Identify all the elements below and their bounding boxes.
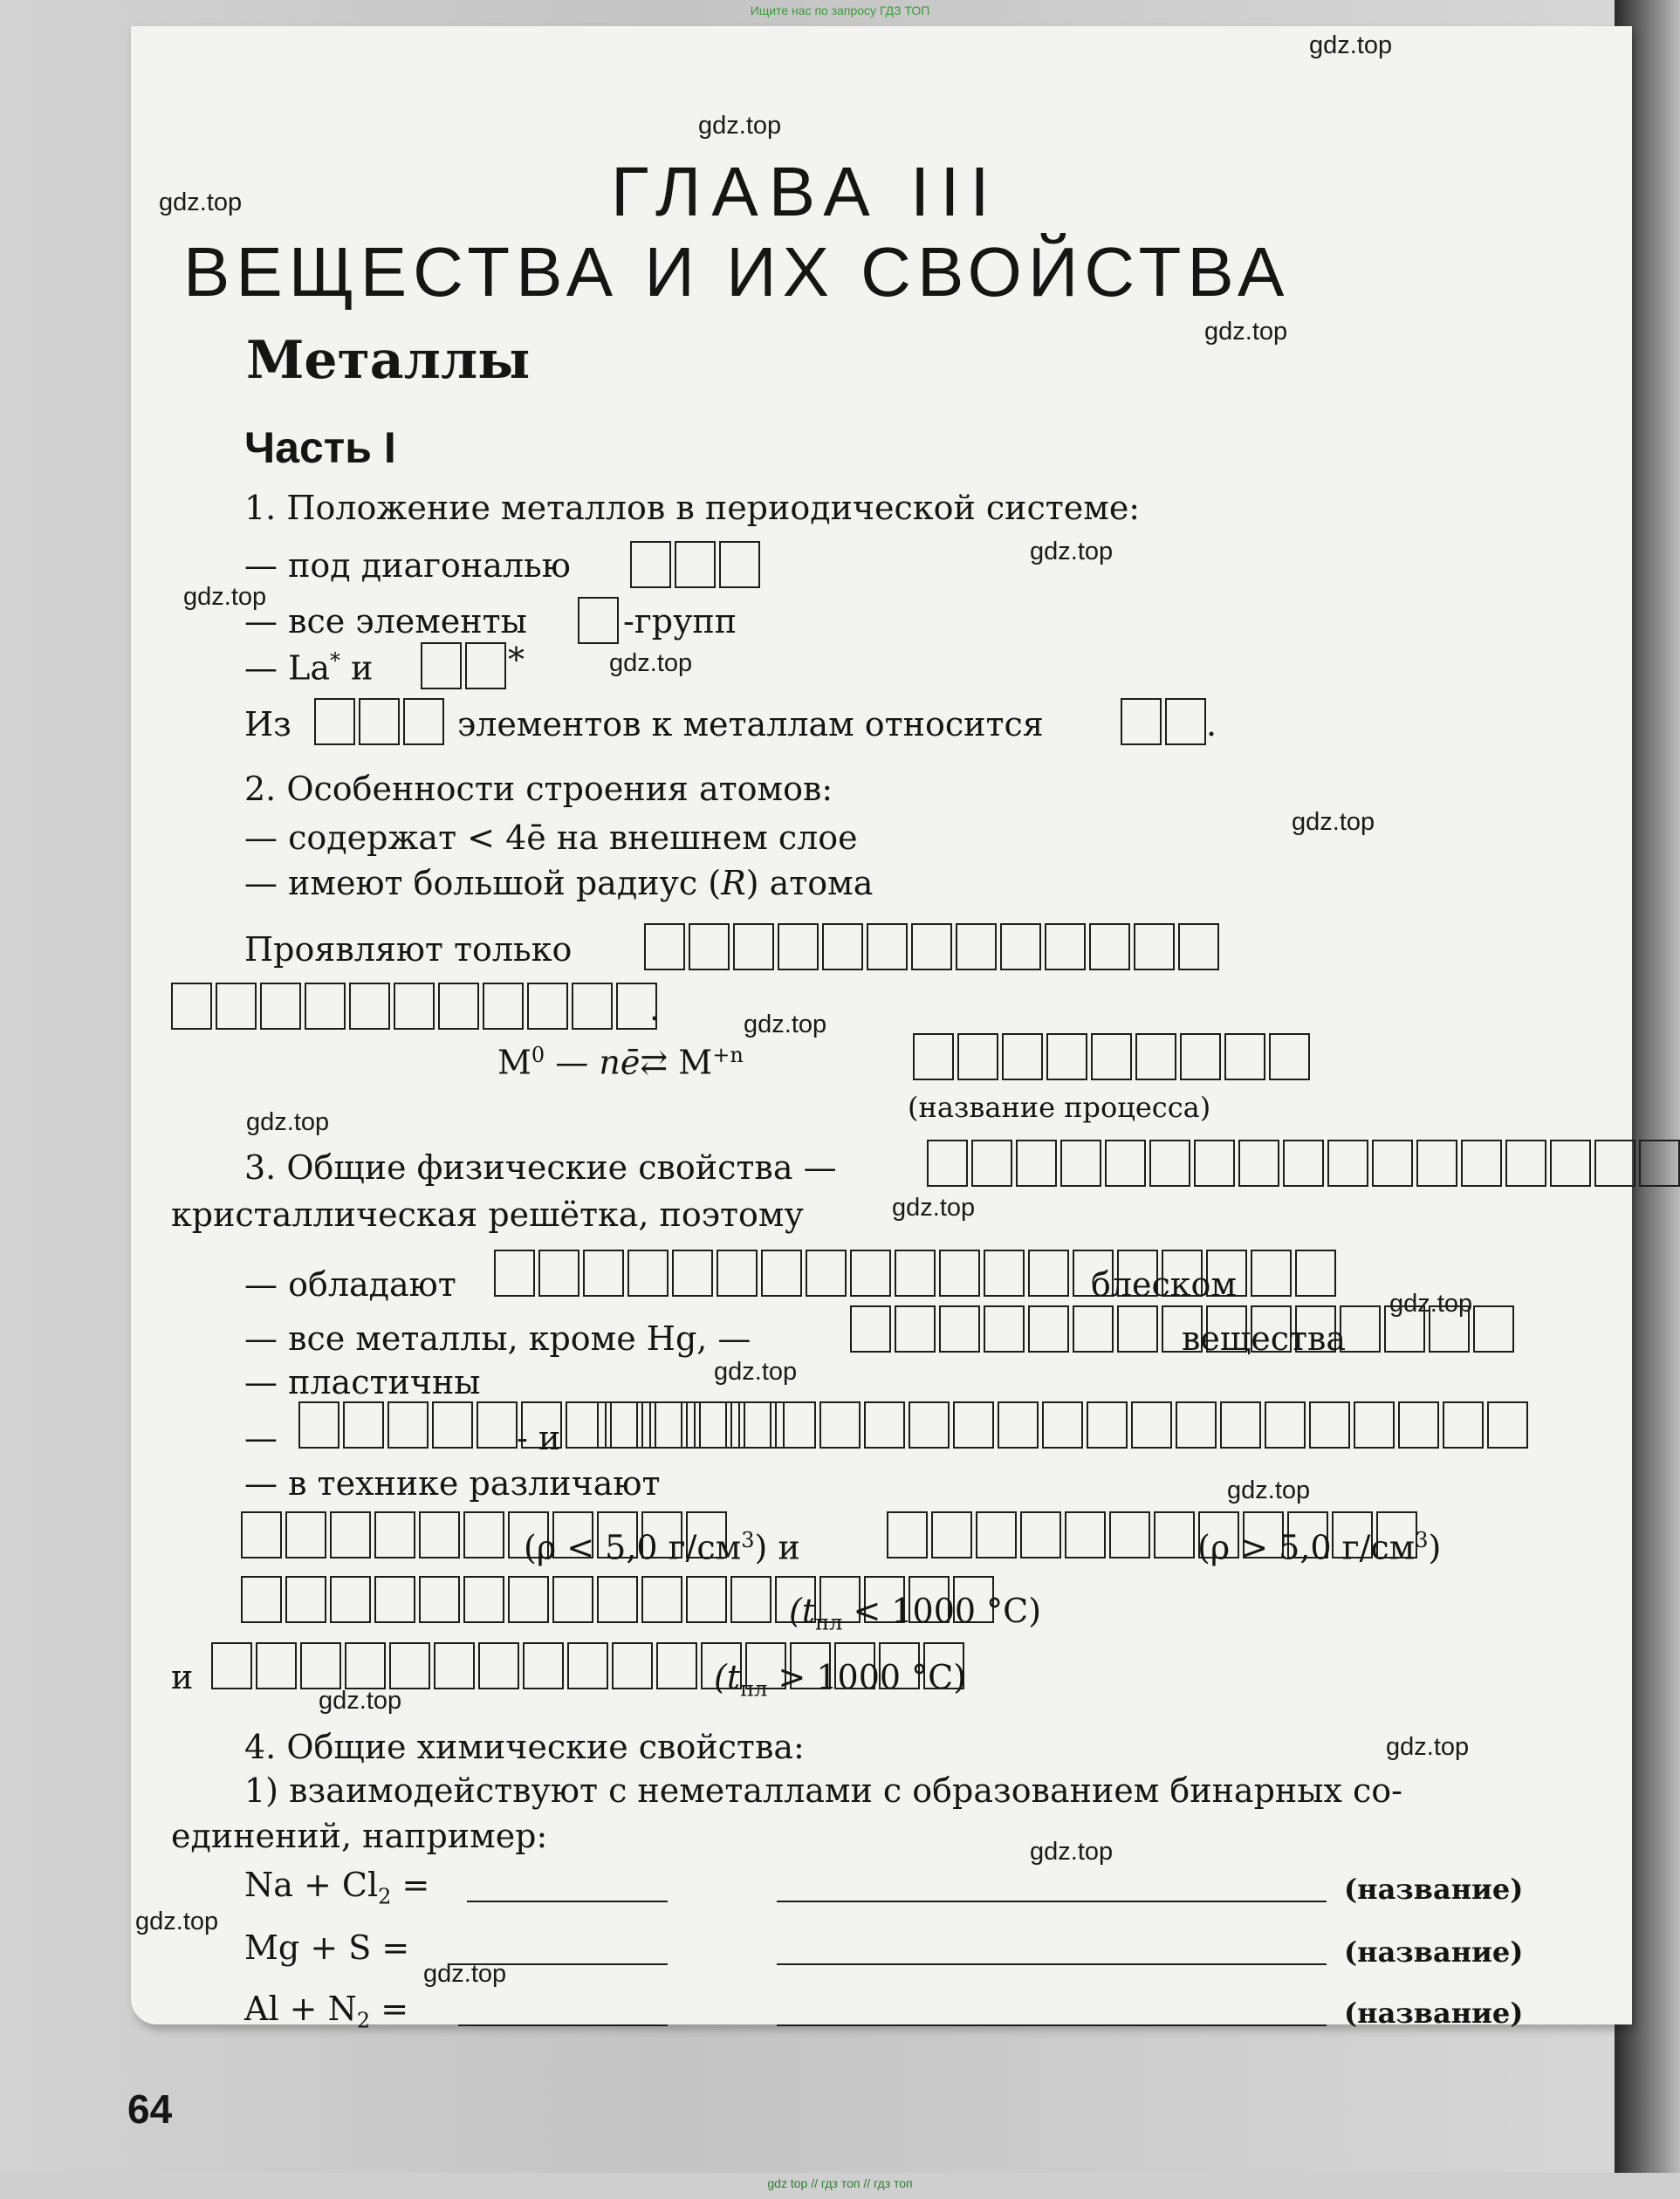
- q3-line2-end: блеском: [1091, 1265, 1237, 1304]
- page-number: 64: [127, 2086, 173, 2132]
- section-title: Металлы: [246, 330, 531, 391]
- q3-line3-end: вещества: [1182, 1319, 1347, 1358]
- watermark: gdz.top: [744, 1010, 827, 1038]
- q3-line3-start: — все металлы, кроме Hg, —: [244, 1319, 751, 1358]
- q1-dot: .: [1206, 705, 1217, 743]
- q2-title: 2. Особенности строения атомов:: [244, 770, 833, 808]
- q3-line6: — в технике различают: [244, 1464, 661, 1503]
- q2-line1: — содержат < 4ē на внешнем слое: [244, 819, 858, 857]
- name-label: (название): [1344, 1873, 1524, 1906]
- q3-line2-start: — обладают: [244, 1265, 456, 1304]
- watermark: gdz.top: [1030, 1838, 1114, 1866]
- melting-high: ($t_{пл} > 1000$ °С): [714, 1658, 967, 1702]
- answer-boxes[interactable]: [314, 698, 444, 745]
- q3-and: и: [171, 1658, 194, 1696]
- q1-line4-mid: элементов к металлам относится: [457, 705, 1044, 743]
- answer-boxes[interactable]: [578, 597, 619, 644]
- answer-line[interactable]: [777, 1963, 1327, 1965]
- density-heavy: (ρ > 5,0 $г/см^3$): [1197, 1528, 1442, 1567]
- watermark: gdz.top: [1389, 1290, 1473, 1318]
- watermark: gdz.top: [892, 1194, 976, 1222]
- q1-line2-end: -групп: [623, 602, 737, 641]
- redox-equation: $M^0$ — nē⇄ $M^{+n}$: [497, 1043, 744, 1082]
- answer-boxes[interactable]: [171, 983, 657, 1030]
- equation-na-cl: $Na + Cl_2$ =: [244, 1866, 430, 1909]
- watermark: gdz.top: [319, 1687, 402, 1715]
- q1-line4-start: Из: [244, 705, 291, 743]
- q3-line4: — пластичны: [244, 1363, 481, 1401]
- watermark: gdz.top: [423, 1960, 507, 1988]
- q3-line1: кристаллическая решётка, поэтому: [171, 1195, 804, 1234]
- process-label: (название процесса): [908, 1091, 1211, 1124]
- chapter-subtitle: ВЕЩЕСТВА И ИХ СВОЙСТВА: [183, 233, 1291, 311]
- watermark: gdz.top: [1292, 808, 1375, 836]
- answer-boxes[interactable]: [597, 1401, 1528, 1449]
- watermark: gdz.top: [1227, 1476, 1311, 1504]
- answer-line[interactable]: [777, 1901, 1327, 1902]
- q4-line1: 1) взаимодействуют с неметаллами с образованием бинарных со-: [244, 1771, 1402, 1810]
- answer-line[interactable]: [458, 2024, 668, 2026]
- q1-line2: — все элементы: [244, 602, 527, 641]
- answer-line[interactable]: [467, 1901, 668, 1902]
- answer-boxes[interactable]: [421, 642, 506, 689]
- q1-line1: — под диагональю: [244, 546, 571, 585]
- name-label: (название): [1344, 1935, 1524, 1969]
- q1-star: *: [508, 641, 525, 679]
- watermark: gdz.top: [1204, 318, 1288, 346]
- q4-line2: единений, например:: [171, 1817, 548, 1855]
- name-label: (название): [1344, 1997, 1524, 2030]
- watermark: gdz.top: [1030, 538, 1114, 565]
- watermark: gdz.top: [246, 1108, 330, 1136]
- watermark: gdz.top: [698, 112, 782, 140]
- equation-al-n: $Al + N_2$ =: [244, 1990, 409, 2033]
- watermark: gdz.top: [609, 649, 693, 677]
- watermark: gdz.top: [183, 583, 267, 611]
- q1-line3: — La* и: [244, 648, 374, 688]
- answer-line[interactable]: [449, 1963, 668, 1965]
- watermark: gdz.top: [135, 1908, 219, 1935]
- q3-line5-dash: —: [244, 1419, 278, 1457]
- answer-boxes[interactable]: [927, 1140, 1680, 1187]
- top-banner[interactable]: Ищите нас по запросу ГДЗ ТОП: [750, 3, 930, 17]
- q1-title: 1. Положение металлов в периодической системе:: [244, 489, 1141, 527]
- chapter-title: ГЛАВА III: [611, 153, 1000, 230]
- equation-mg-s: Mg + S =: [244, 1928, 410, 1967]
- q3-title: 3. Общие физические свойства —: [244, 1148, 837, 1187]
- answer-line[interactable]: [777, 2024, 1327, 2026]
- density-light: (ρ < 5,0 $г/см^3$) и: [524, 1528, 800, 1567]
- q2-dot: .: [649, 990, 661, 1028]
- watermark: gdz.top: [714, 1358, 798, 1386]
- q2-line3: Проявляют только: [244, 930, 573, 969]
- watermark: gdz.top: [1386, 1733, 1470, 1761]
- watermark: gdz.top: [1309, 31, 1393, 59]
- answer-boxes[interactable]: [1121, 698, 1206, 745]
- bottom-banner[interactable]: gdz top // гдз топ // гдз топ: [767, 2176, 913, 2190]
- part-title: Часть I: [244, 423, 396, 472]
- q2-line2: — имеют большой радиус (R) атома: [244, 864, 874, 902]
- q3-line5-mid: - и: [517, 1419, 561, 1457]
- answer-boxes[interactable]: [913, 1033, 1310, 1080]
- watermark: gdz.top: [159, 188, 243, 216]
- melting-low: ($t_{пл} < 1000$ °С): [789, 1592, 1042, 1635]
- q4-title: 4. Общие химические свойства:: [244, 1728, 805, 1766]
- answer-boxes[interactable]: [644, 923, 1219, 970]
- answer-boxes[interactable]: [630, 541, 760, 588]
